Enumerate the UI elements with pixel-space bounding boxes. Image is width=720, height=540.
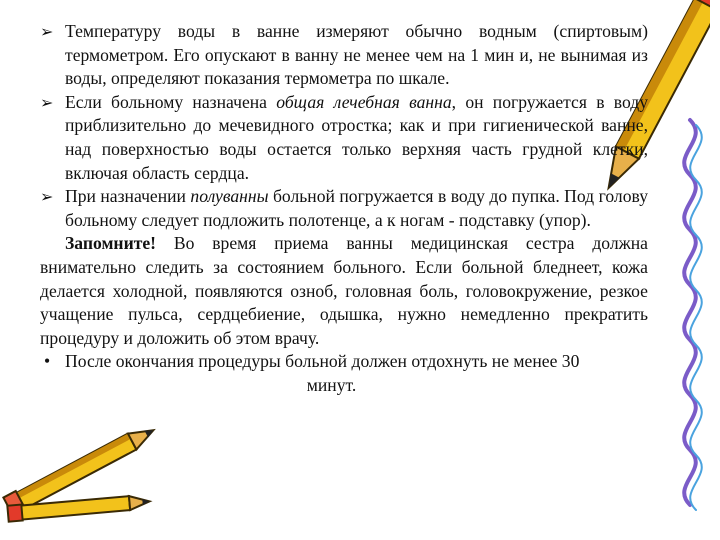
final-bullet bbox=[40, 350, 648, 397]
note-paragraph bbox=[40, 232, 648, 350]
dot-bullet-icon: • bbox=[44, 351, 51, 372]
arrow-bullet-icon: ➢ bbox=[40, 22, 54, 41]
bullet-text: Температуру воды в ванне измеряют обычно водным (спиртовым) термометром. Его опускают в ванну не менее чем на 1 мин и, не вынимая из воды, определяют показания термометра по шкале. bbox=[65, 21, 648, 89]
bullet-text: , он погружается в воду приблизительно до мечевидного отростка; как и при гигиенической ванне, над поверхностью воды остается только верхняя часть грудной клетки, включая область сердца. bbox=[65, 91, 649, 183]
arrow-bullet-icon: ➢ bbox=[40, 187, 54, 207]
final-text: После окончания процедуры больной должен отдохнуть не менее 30 bbox=[65, 351, 580, 372]
bullet-text: При назначении bbox=[65, 186, 191, 207]
bullet-text: больной погружается в воду до пупка. Под голову больному следует подложить полотенце, а к ногам - подставку (упор). bbox=[65, 186, 648, 230]
bullet-text: Если больному назначена bbox=[65, 91, 277, 112]
final-tail: минут. bbox=[306, 374, 357, 395]
bullet-item bbox=[40, 91, 648, 185]
arrow-bullet-icon: ➢ bbox=[40, 92, 54, 112]
bullet-emphasis: полуванны bbox=[190, 186, 269, 207]
bullet-item bbox=[40, 185, 648, 232]
bullet-item bbox=[40, 20, 648, 91]
note-label: Запомните! bbox=[65, 233, 157, 254]
pencil-icon bbox=[0, 400, 170, 540]
bullet-emphasis: общая лечебная ванна bbox=[276, 91, 452, 112]
note-text: Во время приема ванны медицинская сестра должна внимательно следить за состоянием больного. Если больной бледнеет, кожа делается холодной, появляются озноб, головная боль, головокружение, резкое учащение пульса, сердцебиение, одышка, нужно немедленно прекратить процедуру и доложить об этом врачу. bbox=[40, 233, 648, 348]
content bbox=[40, 20, 648, 398]
